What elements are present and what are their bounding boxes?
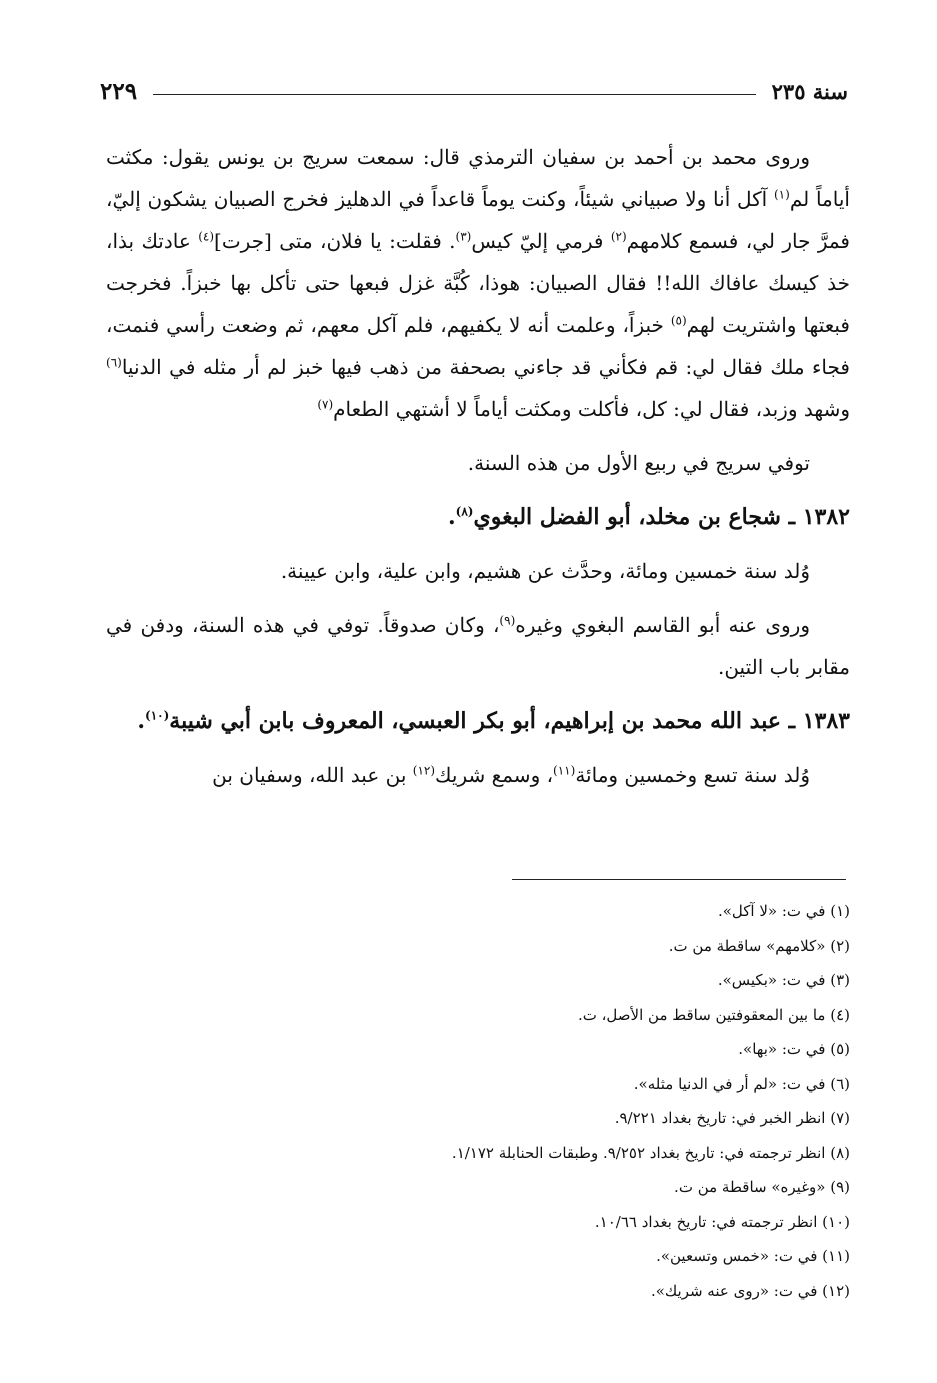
text-run: .	[447, 504, 456, 530]
footnote-ref: (٩)	[499, 613, 516, 628]
paragraph	[106, 754, 850, 796]
footnote-ref: (١٠)	[145, 708, 170, 723]
paragraph	[106, 136, 850, 430]
text-run: وُلد سنة تسع وخمسين ومائة	[575, 763, 810, 787]
footnotes	[300, 894, 850, 1308]
text-run: خبزاً، وعلمت أنه لا يكفيهم، فلم آكل معهم، ثم وضعت رأسي فنمت، فجاء ملك فقال لي: قم فكأني قد جاءني بصحفة من ذهب فيها خبز لم أر مثله في الدنيا	[106, 313, 850, 379]
text-run: عادتك بذا، خذ كيسك عافاك الله!! فقال الصبيان: هوذا، كُبَّة غزل فبعها حتى تأكل بها خبزاً. فخرجت فبعتها واشتريت لهم	[106, 229, 850, 337]
entry-heading	[106, 700, 850, 742]
footnote: (٥) في ت: «بها».	[738, 1040, 850, 1058]
footnote-ref: (١٢)	[412, 763, 436, 778]
page-number: ٢٢٩	[100, 77, 138, 105]
header-rule	[153, 94, 756, 95]
text-run: . فقلت: يا فلان، متى [جرت]	[214, 229, 456, 253]
footnote: (٣) في ت: «بكيس».	[717, 971, 850, 989]
footnote-ref: (١١)	[553, 763, 576, 778]
footnote: (٢) «كلامهم» ساقطة من ت.	[668, 936, 850, 955]
footnote-ref: (٢)	[610, 229, 627, 244]
main-text	[106, 136, 850, 796]
footnote-ref: (٣)	[455, 229, 472, 244]
text-run: وشهد وزبد، فقال لي: كل، فأكلت ومكثت أياماً لا أشتهي الطعام	[333, 397, 850, 421]
entry-heading	[106, 496, 850, 538]
text-run: ١٣٨٣ ـ عبد الله محمد بن إبراهيم، أبو بكر العبسي، المعروف بابن أبي شيبة	[169, 708, 850, 734]
paragraph	[106, 442, 850, 484]
paragraph	[106, 604, 850, 688]
text-run: ، وكان صدوقاً. توفي في هذه السنة، ودفن في مقابر باب التين.	[106, 613, 850, 679]
running-header	[100, 74, 848, 108]
text-run: آكل أنا ولا صبياني شيئاً، وكنت يوماً قاعداً في الدهليز فخرج الصبيان يشكون إليّ، فمرَّ جار لي، فسمع كلامهم	[106, 187, 850, 253]
footnote: (٤) ما بين المعقوفتين ساقط من الأصل، ت.	[577, 1005, 850, 1024]
footnote-ref: (٤)	[198, 229, 215, 244]
footnote-ref: (٨)	[455, 504, 474, 519]
text-run: بن عبد الله، وسفيان بن	[212, 763, 413, 787]
footnote: (١) في ت: «لا آكل».	[717, 902, 850, 920]
text-run: ١٣٨٢ ـ شجاع بن مخلد، أبو الفضل البغوي	[473, 504, 850, 530]
footnote: (٩) «وغيره» ساقطة من ت.	[674, 1178, 850, 1196]
text-run: وُلد سنة خمسين ومائة، وحدَّث عن هشيم، وابن علية، وابن عيينة.	[280, 559, 810, 583]
paragraph	[106, 550, 850, 592]
footnote: (١٠) انظر ترجمته في: تاريخ بغداد ١٠/٦٦.	[594, 1212, 850, 1231]
footnote-ref: (٧)	[317, 397, 334, 412]
footnote: (٧) انظر الخبر في: تاريخ بغداد ٩/٢٢١.	[614, 1109, 850, 1127]
text-run: توفي سريج في ربيع الأول من هذه السنة.	[467, 451, 810, 475]
footnote: (٦) في ت: «لم أر في الدنيا مثله».	[633, 1074, 850, 1093]
footnote-ref: (٦)	[106, 355, 122, 370]
footnote: (١٢) في ت: «روى عنه شريك».	[650, 1281, 850, 1300]
text-run: وروى عنه أبو القاسم البغوي وغيره	[515, 613, 810, 637]
footnote-ref: (٥)	[670, 313, 687, 328]
footnote: (١١) في ت: «خمس وتسعين».	[656, 1247, 850, 1265]
text-run: .	[137, 708, 146, 734]
footnote: (٨) انظر ترجمته في: تاريخ بغداد ٩/٢٥٢. وطبقات الحنابلة ١/١٧٢.	[451, 1143, 850, 1162]
footnote-separator	[512, 879, 846, 880]
text-run: فرمي إليّ كيس	[471, 229, 611, 253]
text-run: ، وسمع شريك	[435, 763, 554, 787]
header-year: سنة ٢٣٥	[771, 78, 848, 104]
text-run: وروى محمد بن أحمد بن سفيان الترمذي قال: سمعت سريج بن يونس يقول: مكثت أياماً لم	[106, 145, 850, 211]
footnote-ref: (١)	[773, 187, 790, 202]
